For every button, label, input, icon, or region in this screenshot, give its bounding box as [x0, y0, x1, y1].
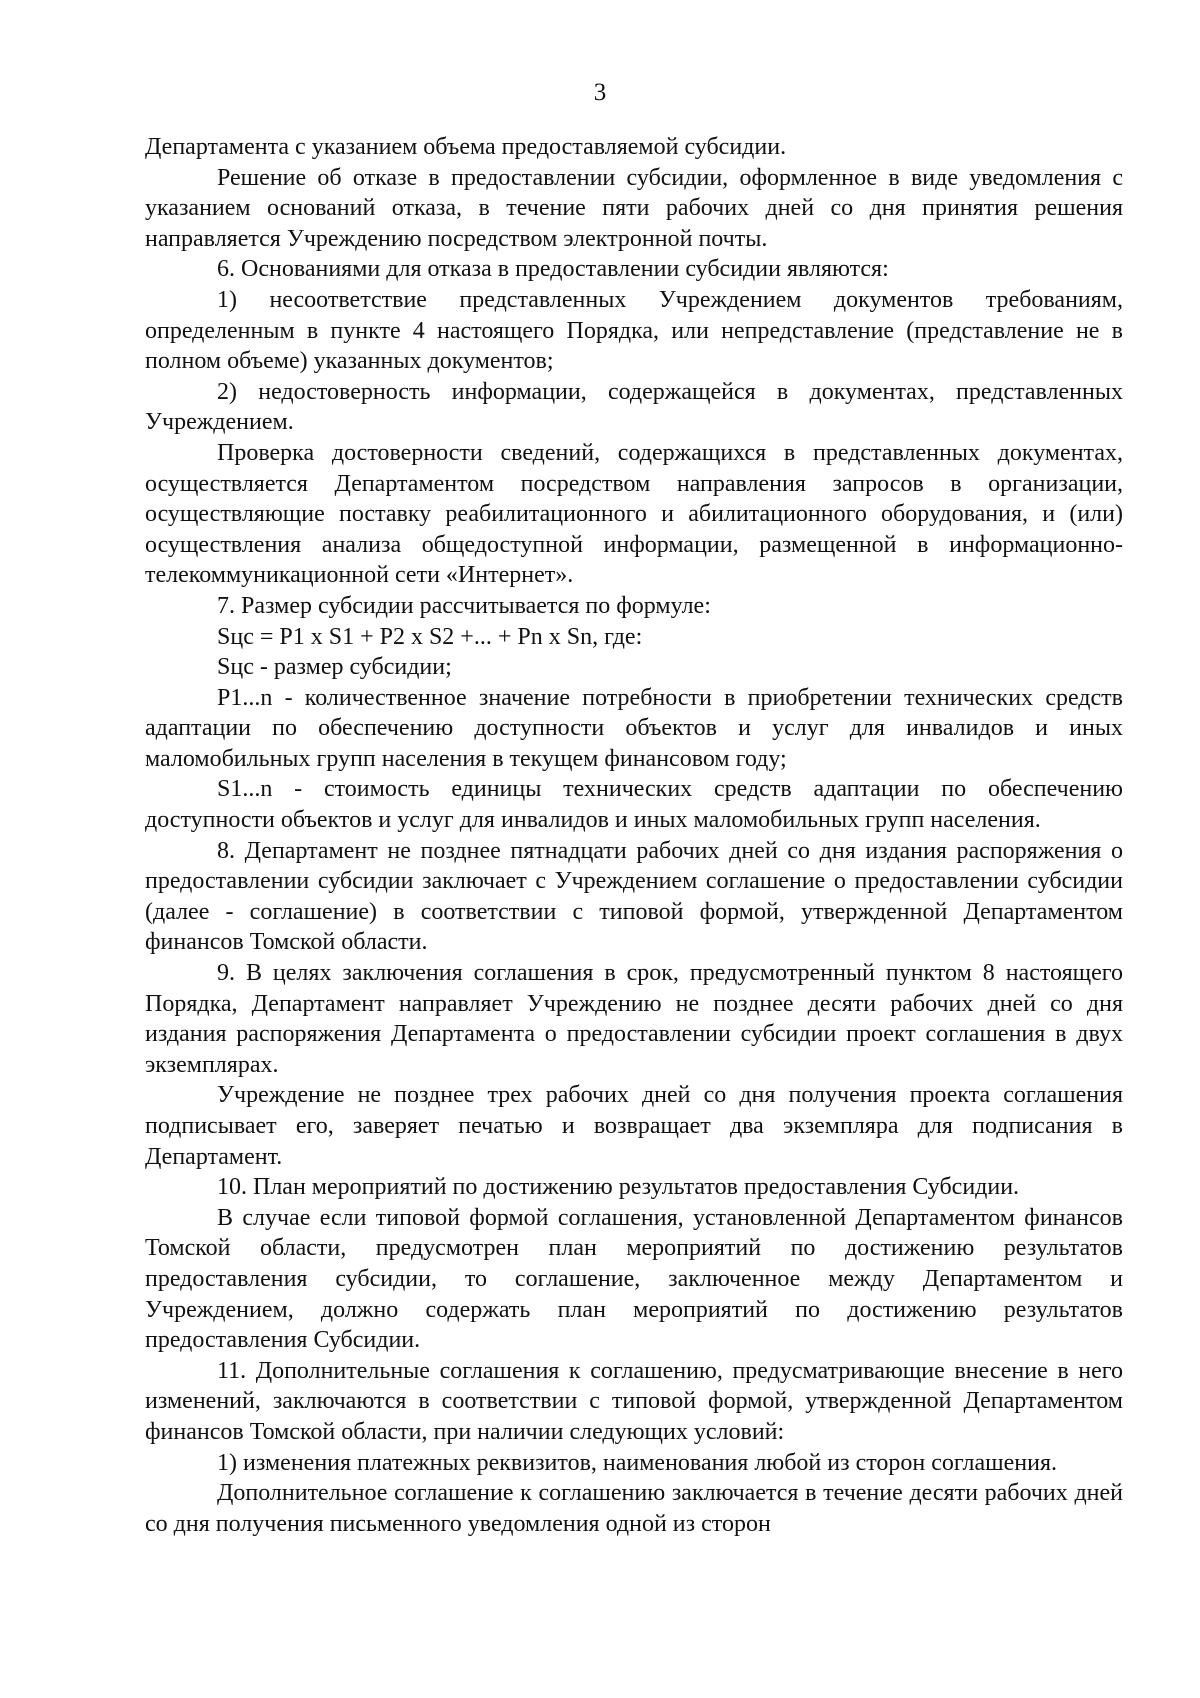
paragraph: 8. Департамент не позднее пятнадцати рабочих дней со дня издания распоряжения о предоставлении субсидии заключает с Учреждением соглашение о предоставлении субсидии (далее - соглашение) в соответствии с типовой формой, утвержденной Департаментом финансов Томской области. — [145, 837, 1123, 956]
paragraph: 1) несоответствие представленных Учреждением документов требованиям, определенным в пункте 4 настоящего Порядка, или непредставление (представление не в полном объеме) указанных документов; — [145, 286, 1123, 375]
formula-definition: S1...n - стоимость единицы технических средств адаптации по обеспечению доступности объектов и услуг для инвалидов и иных маломобильных групп населения. — [145, 776, 1123, 834]
paragraph: 1) изменения платежных реквизитов, наименования любой из сторон соглашения. — [217, 1449, 1058, 1476]
paragraph: 7. Размер субсидии рассчитывается по формуле: — [217, 592, 711, 619]
paragraph: 6. Основаниями для отказа в предоставлении субсидии являются: — [217, 256, 889, 283]
paragraph: 10. План мероприятий по достижению результатов предоставления Субсидии. — [217, 1174, 1020, 1201]
formula-definition: Sцс - размер субсидии; — [217, 654, 452, 681]
paragraph: Дополнительное соглашение к соглашению заключается в течение десяти рабочих дней со дня получения письменного уведомления одной из сторон — [145, 1480, 1123, 1537]
paragraph: Решение об отказе в предоставлении субсидии, оформленное в виде уведомления с указанием оснований отказа, в течение пяти рабочих дней со дня принятия решения направляется Учреждению посредством электронной почты. — [145, 164, 1123, 252]
formula-definition: P1...n - количественное значение потребности в приобретении технических средств адаптации по обеспечению доступности объектов и услуг для инвалидов и иных маломобильных групп населения в текущем финансовом году; — [145, 684, 1123, 772]
paragraph: Учреждение не позднее трех рабочих дней со дня получения проекта соглашения подписывает его, заверяет печатью и возвращает два экземпляра для подписания в Департамент. — [145, 1082, 1123, 1170]
paragraph: В случае если типовой формой соглашения, установленной Департаментом финансов Томской области, предусмотрен план мероприятий по достижению результатов предоставления субсидии, то соглашение, заключенное между Департаментом и Учреждением, должно содержать план мероприятий по достижению результатов предоставления Субсидии. — [145, 1204, 1123, 1354]
paragraph: 9. В целях заключения соглашения в срок, предусмотренный пунктом 8 настоящего Порядка, Департамент направляет Учреждению не позднее десяти рабочих дней со дня издания распоряжения Департамента о предоставлении субсидии проект соглашения в двух экземплярах. — [145, 960, 1123, 1078]
paragraph: 2) недостоверность информации, содержащейся в документах, представленных Учреждением. — [145, 378, 1123, 436]
document-body — [145, 132, 1123, 1539]
paragraph: Департамента с указанием объема предоставляемой субсидии. — [145, 134, 787, 160]
formula: Sцс = P1 x S1 + P2 x S2 +... + Pn x Sn, где: — [217, 623, 643, 650]
paragraph: Проверка достоверности сведений, содержащихся в представленных документах, осуществляется Департаментом посредством направления запросов в организации, осуществляющие поставку реабилитационного и абилитационного оборудования, и (или) осуществления анализа общедоступной информации, размещенной в информационно-телекоммуникационной сети «Интернет». — [145, 439, 1123, 589]
paragraph: 11. Дополнительные соглашения к соглашению, предусматривающие внесение в него изменений, заключаются в соответствии с типовой формой, утвержденной Департаментом финансов Томской области, при наличии следующих условий: — [145, 1357, 1123, 1445]
page-number: 3 — [593, 79, 607, 106]
